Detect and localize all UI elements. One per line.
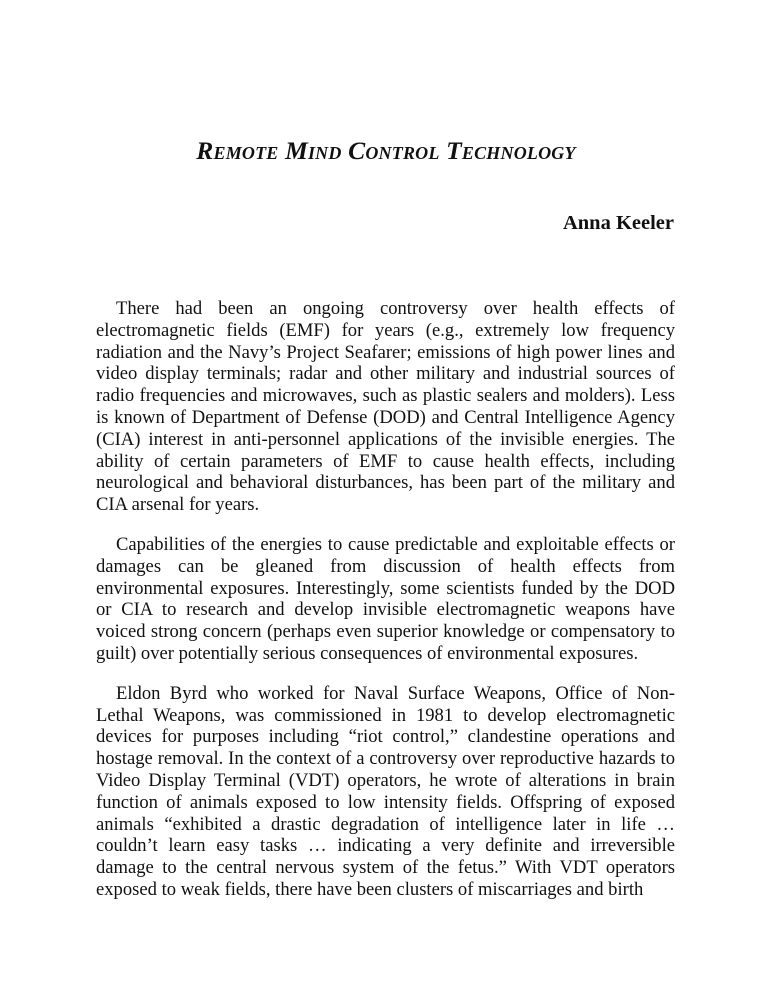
document-title: Remote Mind Control Technology [196, 136, 576, 165]
paragraph-2: Capabilities of the energies to cause predictable and exploitable effects or damages can be gleaned from discussion of health effects from environmental exposures. Interestingly, some scientists funded by the DOD or CIA to research and develop invisible electromagnetic weapons have voiced strong concern (perhaps even superior knowledge or compensatory to guilt) over potentially serious consequences of environmental exposures. [96, 533, 675, 664]
paragraph-1: There had been an ongoing controversy over health effects of electromagnetic fields (EMF) for years (e.g., extremely low frequency radiation and the Navy’s Project Seafarer; emissions of high power lines and video display terminals; radar and other military and industrial sources of radio frequencies and microwaves, such as plastic sealers and molders). Less is known of Department of Defense (DOD) and Central Intelligence Agency (CIA) interest in anti-personnel applications of the invisible energies. The ability of certain parameters of EMF to cause health effects, including neurological and behavioral disturbances, has been part of the military and CIA arsenal for years. [96, 298, 675, 516]
paragraph-3: Eldon Byrd who worked for Naval Surface Weapons, Office of Non-Lethal Weapons, was commissioned in 1981 to develop electromagnetic devices for purposes including “riot control,” clandestine operations and hostage removal. In the context of a controversy over reproductive hazards to Video Display Terminal (VDT) operators, he wrote of alterations in brain function of animals exposed to low intensity fields. Offspring of exposed animals “exhibited a drastic degradation of intelligence later in life … couldn’t learn easy tasks … indicating a very definite and irreversible damage to the central nervous system of the fetus.” With VDT operators exposed to weak fields, there have been clusters of miscarriages and birth [96, 682, 675, 900]
body-text [96, 298, 675, 919]
author-name: Anna Keeler [562, 212, 674, 234]
